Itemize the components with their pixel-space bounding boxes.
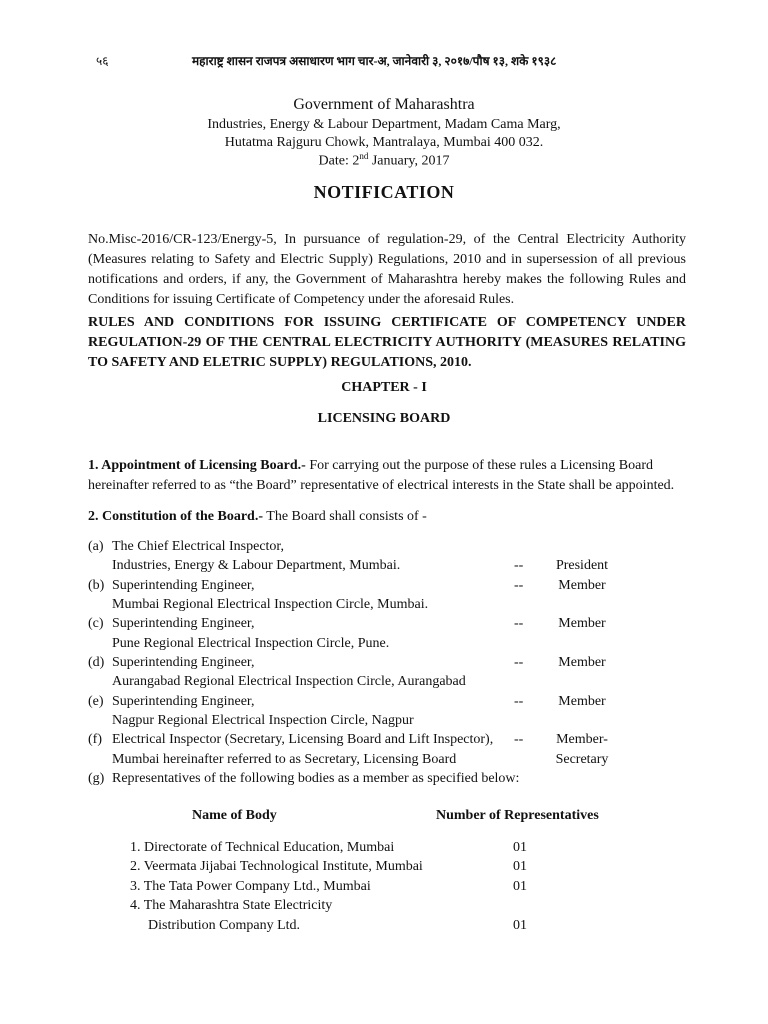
table-header-reps: Number of Representatives	[436, 808, 599, 823]
member-line2: Pune Regional Electrical Inspection Circle, Pune.	[112, 636, 390, 651]
table-row-reps: 01	[513, 840, 527, 855]
member-line1: Representatives of the following bodies as a member as specified below:	[112, 771, 520, 786]
chapter-title: LICENSING BOARD	[317, 411, 451, 426]
member-label: (b)	[88, 578, 105, 593]
member-line1: Superintending Engineer,	[112, 578, 255, 593]
member-role: Member	[558, 655, 606, 670]
table-row-name: 3. The Tata Power Company Ltd., Mumbai	[130, 879, 371, 894]
member-dash: --	[514, 655, 524, 670]
member-line1: Superintending Engineer,	[112, 655, 255, 670]
government-title: Government of Maharashtra	[293, 96, 475, 113]
table-row-reps: 01	[513, 879, 527, 894]
page-number: ५६	[96, 54, 109, 68]
member-dash: --	[514, 558, 524, 573]
section-1-heading: 1. Appointment of Licensing Board.-	[88, 458, 306, 473]
member-dash: --	[514, 732, 524, 747]
member-line2: Nagpur Regional Electrical Inspection Circle, Nagpur	[112, 713, 414, 728]
member-label: (c)	[88, 616, 104, 631]
table-row-name: 1. Directorate of Technical Education, Mumbai	[130, 840, 395, 855]
table-row-name-cont: Distribution Company Ltd.	[148, 918, 301, 933]
member-line2: Aurangabad Regional Electrical Inspection Circle, Aurangabad	[112, 674, 466, 689]
address-line: Hutatma Rajguru Chowk, Mantralaya, Mumbai 400 032.	[224, 135, 544, 150]
date-suffix: January, 2017	[368, 153, 450, 169]
date-line	[0, 151, 768, 170]
member-role: Member	[558, 616, 606, 631]
member-line2: Mumbai hereinafter referred to as Secretary, Licensing Board	[112, 752, 457, 767]
member-role: Member-	[556, 732, 608, 747]
table-header-name: Name of Body	[192, 808, 277, 823]
notification-title: NOTIFICATION	[313, 182, 455, 202]
section-2-text: The Board shall consists of -	[263, 509, 427, 524]
table-row-name: 4. The Maharashtra State Electricity	[130, 898, 333, 913]
member-line1: Superintending Engineer,	[112, 616, 255, 631]
table-row-reps: 01	[513, 918, 527, 933]
member-label: (e)	[88, 694, 104, 709]
section-2	[88, 507, 686, 527]
section-1	[88, 456, 686, 496]
member-line1: The Chief Electrical Inspector,	[112, 539, 285, 554]
member-dash: --	[514, 578, 524, 593]
member-line1: Superintending Engineer,	[112, 694, 255, 709]
date-prefix: Date: 2	[318, 153, 360, 169]
gazette-header: महाराष्ट्र शासन राजपत्र असाधारण भाग चार-अ, जानेवारी ३, २०१७/पौष १३, शके १९३८	[192, 54, 557, 68]
section-2-heading: 2. Constitution of the Board.-	[88, 509, 264, 524]
section-1-text: For carrying out the purpose of these rules a Licensing Board hereinafter referred to as “the Board” representative of electrical interests in the State shall be appointed.	[88, 458, 675, 493]
table-row-reps: 01	[513, 859, 527, 874]
member-role: Member	[558, 578, 606, 593]
member-dash: --	[514, 616, 524, 631]
date-sup: nd	[359, 151, 369, 161]
chapter-number: CHAPTER - I	[341, 380, 427, 395]
table-row-name: 2. Veermata Jijabai Technological Institute, Mumbai	[130, 859, 423, 874]
member-role: President	[555, 558, 609, 573]
member-line2: Industries, Energy & Labour Department, Mumbai.	[112, 558, 401, 573]
member-label: (f)	[88, 732, 102, 747]
member-role: Member	[558, 694, 606, 709]
rules-heading: RULES AND CONDITIONS FOR ISSUING CERTIFICATE OF COMPETENCY UNDER REGULATION-29 OF THE CENTRAL ELECTRICITY AUTHORITY (MEASURES RELATING TO SAFETY AND ELETRIC SUPPLY) REGULATIONS, 2010.	[88, 315, 686, 370]
member-line1: Electrical Inspector (Secretary, Licensing Board and Lift Inspector),	[112, 732, 494, 747]
member-line2: Mumbai Regional Electrical Inspection Circle, Mumbai.	[112, 597, 429, 612]
member-role-cont: Secretary	[555, 752, 609, 767]
member-label: (g)	[88, 771, 105, 786]
member-dash: --	[514, 694, 524, 709]
intro-paragraph: No.Misc-2016/CR-123/Energy-5, In pursuance of regulation-29, of the Central Electricity Authority (Measures relating to Safety and Electric Supply) Regulations, 2010 and in supersession of all previous notifications and orders, if any, the Government of Maharashtra hereby makes the following Rules and Conditions for issuing Certificate of Competency under the aforesaid Rules.	[88, 232, 686, 307]
member-label: (a)	[88, 539, 104, 554]
department-line: Industries, Energy & Labour Department, Madam Cama Marg,	[207, 117, 561, 132]
member-label: (d)	[88, 655, 105, 670]
